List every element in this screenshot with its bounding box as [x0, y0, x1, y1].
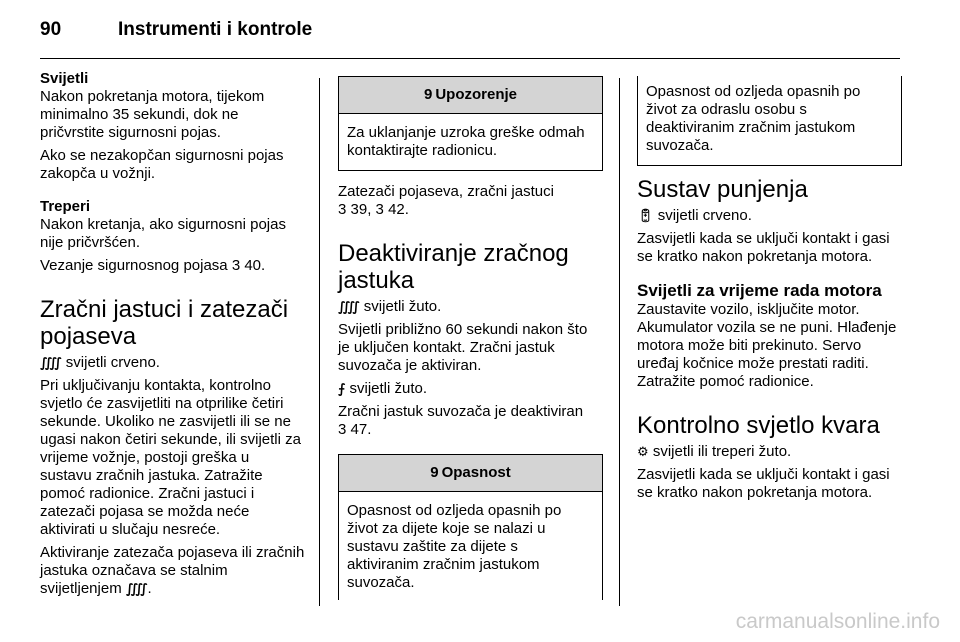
airbag-warning-icon: ⨌	[40, 355, 62, 370]
engine-icon: ⚙	[637, 444, 649, 459]
paragraph: Ako se nezakopčan sigurnosni pojas zakopča u vožnji.	[40, 147, 284, 182]
column-divider	[619, 78, 620, 606]
warning-box-body: Za uklanjanje uzroka greške odmah kontaktirajte radionicu.	[347, 124, 585, 159]
subheading-running: Svijetli za vrijeme rada motora	[637, 281, 882, 300]
airbag-on-icon: ⨌	[338, 299, 360, 314]
status-line: ⨌ svijetli žuto.	[338, 298, 442, 315]
section-heading-charging: Sustav punjenja	[637, 176, 808, 203]
paragraph: Zasvijetli kada se uključi kontakt i gasi se kratko nakon pokretanja motora.	[637, 230, 890, 265]
airbag-warning-icon: ⨌	[125, 581, 148, 596]
ref-arrow-icon: 3	[231, 257, 241, 274]
warning-box-header: 9 Upozorenje	[339, 77, 602, 114]
column-2	[338, 76, 603, 600]
paragraph: Svijetli približno 60 sekundi nakon što je uključen kontakt. Zračni jastuk suvozača je aktiviran.	[338, 321, 588, 374]
ref-arrow-icon: 3	[338, 201, 347, 218]
danger-box-header: 9 Opasnost	[339, 455, 602, 492]
paragraph: Nakon kretanja, ako sigurnosni pojas nije pričvršćen.	[40, 216, 286, 251]
page-number: 90	[40, 19, 62, 40]
paragraph: Zaustavite vozilo, isključite motor. Akumulator vozila se ne puni. Hlađenje motora može biti prekinuto. Servo uređaj kočnice može prestati raditi. Zatražite pomoć radionice.	[637, 301, 897, 390]
danger-box	[338, 454, 603, 600]
paragraph: Aktiviranje zatezača pojaseva ili zračnih jastuka označava se stalnim svijetljenjem ⨌.	[40, 544, 305, 597]
section-heading-deactivation: Deaktiviranje zračnog jastuka	[338, 240, 569, 294]
warning-triangle-icon: 9	[423, 86, 433, 103]
status-line: ⨌ svijetli crveno.	[40, 354, 160, 371]
header-rule	[40, 58, 900, 59]
cross-reference: Vezanje sigurnosnog pojasa 3 40.	[40, 257, 266, 274]
warning-box	[338, 76, 603, 171]
status-line: ⚙ svijetli ili treperi žuto.	[637, 443, 792, 460]
subheading-treperi: Treperi	[40, 198, 91, 215]
status-line: 🔋︎ svijetli crveno.	[637, 207, 752, 224]
danger-box-continued	[637, 76, 902, 166]
status-line: ⨍ svijetli žuto.	[338, 380, 428, 397]
danger-box-body: Opasnost od ozljeda opasnih po život za dijete koje se nalazi u sustavu zaštite za dijete s aktiviranim zračnim jastukom suvozača.	[347, 502, 562, 591]
battery-icon: 🔋︎	[637, 208, 654, 223]
page-header	[40, 19, 312, 41]
danger-box-body: Opasnost od ozljeda opasnih po život za odraslu osobu s deaktiviranim zračnim jastukom suvozača.	[646, 83, 861, 154]
paragraph: Zasvijetli kada se uključi kontakt i gasi se kratko nakon pokretanja motora.	[637, 466, 890, 501]
paragraph: Zračni jastuk suvozača je deaktiviran 3 47.	[338, 403, 584, 438]
airbag-off-icon: ⨍	[338, 381, 346, 396]
ref-arrow-icon: 3	[338, 421, 347, 438]
paragraph: Pri uključivanju kontakta, kontrolno svjetlo će zasvijetliti na otprilike četiri sekunde. Ukoliko ne zasvijetli ili se ne ugasi nakon četiri sekunde, ili svijetli za vrijeme vožnje, postoji greška u sustavu zračnih jastuka. Zatražite pomoć radionice. Zračni jastuci i zatezači pojasa se možda neće aktivirati u slučaju nesreće.	[40, 377, 301, 538]
column-divider	[319, 78, 320, 606]
paragraph: Nakon pokretanja motora, tijekom minimalno 35 sekundi, dok ne pričvrstite sigurnosni pojas.	[40, 88, 265, 141]
column-3	[637, 76, 902, 507]
section-heading-mil: Kontrolno svjetlo kvara	[637, 412, 880, 439]
subheading-svijetli: Svijetli	[40, 70, 89, 87]
warning-triangle-icon: 9	[430, 464, 439, 481]
watermark: carmanualsonline.info	[735, 610, 940, 633]
page-title: Instrumenti i kontrole	[118, 19, 313, 40]
column-1	[40, 70, 305, 603]
cross-reference: Zatezači pojaseva, zračni jastuci 3 39, 3 42.	[338, 183, 554, 218]
section-heading-airbags: Zračni jastuci i zatezači pojaseva	[40, 296, 289, 350]
ref-arrow-icon: 3	[375, 201, 384, 218]
